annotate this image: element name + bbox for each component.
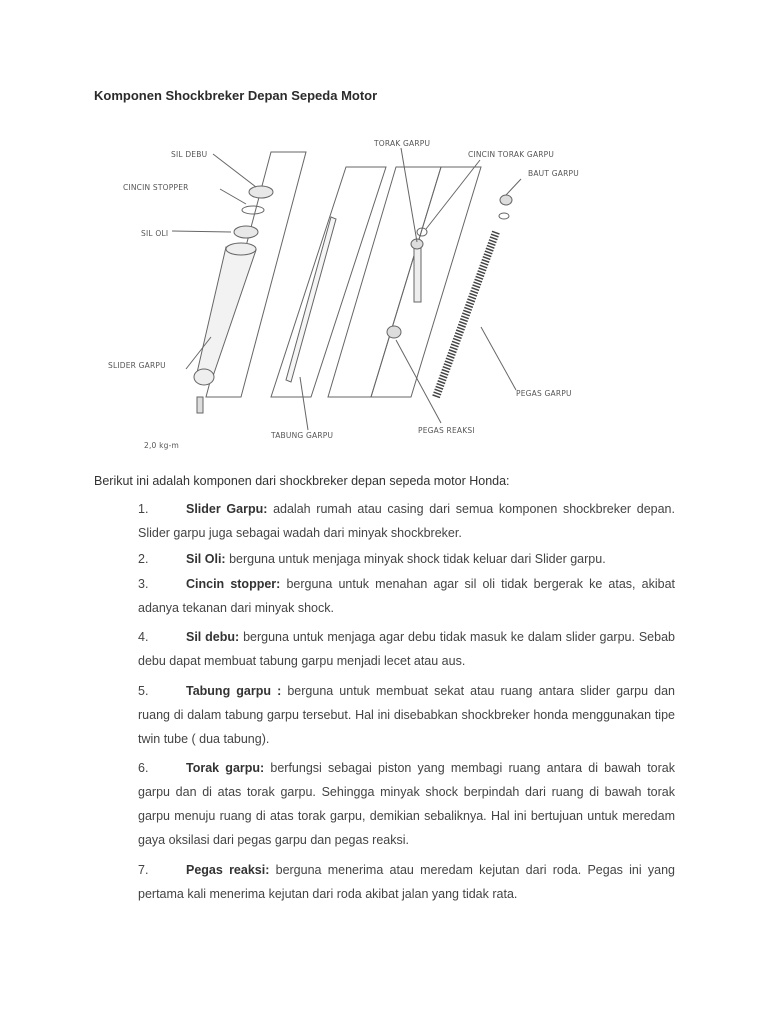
item-term: Slider Garpu: xyxy=(186,502,268,516)
intro-text: Berikut ini adalah komponen dari shockbreker depan sepeda motor Honda: xyxy=(94,474,510,488)
item-text: berguna untuk menjaga agar debu tidak masuk ke dalam slider garpu. Sebab debu dapat membuat tabung garpu menjadi lecet atau aus. xyxy=(138,630,675,668)
label-sil-debu: SIL DEBU xyxy=(171,150,208,159)
item-text: berguna untuk membuat sekat atau ruang antara slider garpu dan ruang di dalam tabung garpu tersebut. Hal ini disebabkan shockbreker honda menggunakan tipe twin tube ( dua tabung). xyxy=(138,684,675,746)
label-torak-garpu: TORAK GARPU xyxy=(374,139,431,148)
item-term: Pegas reaksi: xyxy=(186,863,270,877)
item-text: adalah rumah atau casing dari semua komponen shockbreker depan. Slider garpu juga sebagai wadah dari minyak shockbreker. xyxy=(138,502,675,540)
item-number: 5. xyxy=(138,684,149,698)
list-item xyxy=(138,547,675,571)
item-number: 3. xyxy=(138,577,149,591)
item-number: 1. xyxy=(138,502,149,516)
label-sil-oli: SIL OLI xyxy=(141,229,169,238)
item-text: berguna menerima atau meredam kejutan dari roda. Pegas ini yang pertama kali menerima kejutan dari roda akibat jalan yang tidak rata. xyxy=(138,863,675,901)
item-text: berfungsi sebagai piston yang membagi ruang antara di bawah torak garpu dan di atas torak garpu. Sehingga minyak shock berpindah dari ruang di bawah torak garpu menuju ruang di atas torak garpu, demikian sebaliknya. Hal ini bertujuan untuk meredam gaya oksilasi dari pegas garpu dan pegas reaksi. xyxy=(138,761,675,847)
item-term: Torak garpu: xyxy=(186,761,265,775)
item-number: 4. xyxy=(138,630,149,644)
list-item xyxy=(138,679,675,751)
item-text: berguna untuk menjaga minyak shock tidak keluar dari Slider garpu. xyxy=(225,552,606,566)
label-pegas-reaksi: PEGAS REAKSI xyxy=(418,426,475,435)
list-item xyxy=(138,756,675,852)
item-term: Cincin stopper: xyxy=(186,577,281,591)
label-cincin-stopper: CINCIN STOPPER xyxy=(123,183,189,192)
list-item xyxy=(138,497,675,545)
item-term: Tabung garpu : xyxy=(186,684,282,698)
item-number: 7. xyxy=(138,863,149,877)
item-number: 6. xyxy=(138,761,149,775)
label-baut-garpu: BAUT GARPU xyxy=(528,169,579,178)
list-item xyxy=(138,858,675,906)
item-text: berguna untuk menahan agar sil oli tidak bergerak ke atas, akibat adanya tekanan dari minyak shock. xyxy=(138,577,675,615)
label-slider-garpu: SLIDER GARPU xyxy=(108,361,166,370)
label-pegas-garpu: PEGAS GARPU xyxy=(516,389,572,398)
item-number: 2. xyxy=(138,552,149,566)
page-title: Komponen Shockbreker Depan Sepeda Motor xyxy=(94,88,378,103)
item-term: Sil debu: xyxy=(186,630,240,644)
list-item xyxy=(138,572,675,620)
label-tabung-garpu: TABUNG GARPU xyxy=(271,431,334,440)
list-item xyxy=(138,625,675,673)
label-cincin-torak-garpu: CINCIN TORAK GARPU xyxy=(468,150,555,159)
shock-absorber-exploded-diagram xyxy=(96,132,696,462)
label-torque: 2,0 kg-m xyxy=(144,441,180,450)
item-term: Sil Oli: xyxy=(186,552,226,566)
